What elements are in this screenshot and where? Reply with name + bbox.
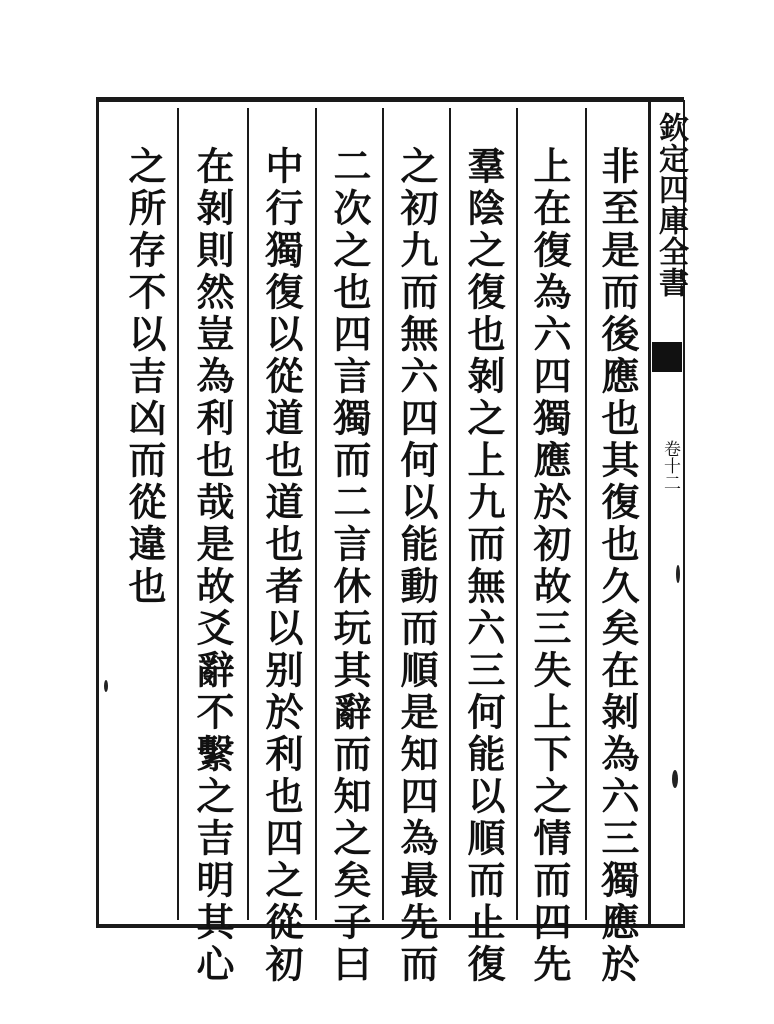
left-border xyxy=(96,97,99,928)
text-column-1: 非至是而後應也其復也久矣在剝為六三獨應於 xyxy=(595,146,640,986)
column-divider xyxy=(315,108,317,920)
text-column-8: 之所存不以吉凶而從違也 xyxy=(122,146,167,608)
column-divider xyxy=(177,108,179,920)
ink-speck xyxy=(676,565,680,583)
text-column-4: 之初九而無六四何以能動而順是知四為最先而 xyxy=(394,146,439,986)
column-divider xyxy=(247,108,249,920)
top-border xyxy=(96,97,684,102)
volume-label: 卷十二 xyxy=(660,440,680,491)
ink-speck xyxy=(672,770,678,788)
fishtail-mark xyxy=(652,342,682,372)
text-column-6: 中行獨復以從道也道也者以别於利也四之從初 xyxy=(259,146,304,986)
column-divider xyxy=(382,108,384,920)
book-title-header: 欽定四庫全書 xyxy=(653,112,688,298)
column-divider xyxy=(516,108,518,920)
text-column-5: 二次之也四言獨而二言休玩其辭而知之矣子曰 xyxy=(327,146,372,986)
text-column-2: 上在復為六四獨應於初故三失上下之情而四先 xyxy=(527,146,572,986)
column-divider xyxy=(449,108,451,920)
text-column-3: 羣陰之復也剝之上九而無六三何能以順而止復 xyxy=(461,146,506,986)
text-column-7: 在剝則然豈為利也哉是故爻辭不繫之吉明其心 xyxy=(190,146,235,986)
column-divider xyxy=(585,108,587,920)
ink-speck xyxy=(104,680,108,692)
